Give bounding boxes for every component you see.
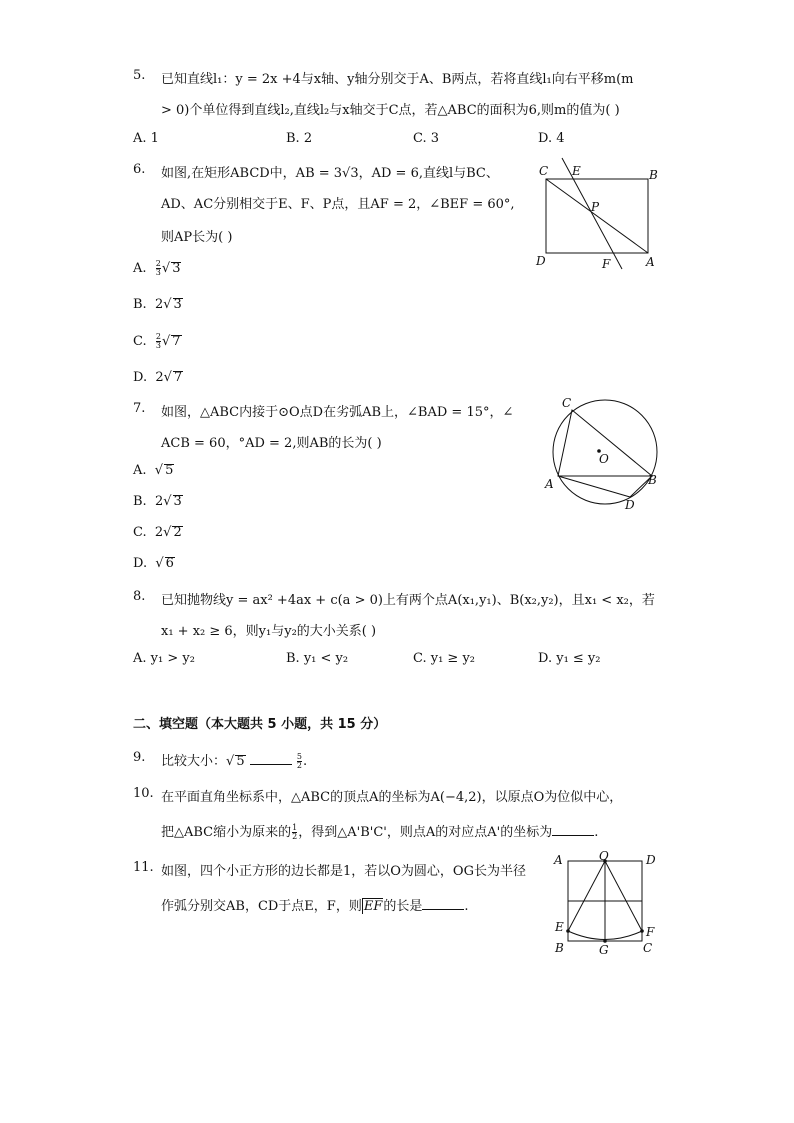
fraction-numerator: 1 bbox=[292, 823, 298, 832]
label-p: P bbox=[591, 200, 600, 214]
label-o: O bbox=[599, 850, 609, 863]
label-e: E bbox=[555, 920, 564, 934]
q7-text-line2: ACB = 60，°AD = 2,则AB的长为( ) bbox=[161, 436, 382, 451]
q7-option-a: A. √ 5 bbox=[133, 463, 174, 478]
q10-line2-middle: ，得到△A'B'C'，则点A的对应点A'的坐标为 bbox=[298, 825, 553, 840]
q6-option-b-label: B. bbox=[133, 297, 147, 312]
q10-text-line1: 在平面直角坐标系中，△ABC的顶点A的坐标为A(−4,2)，以原点O为位似中心， bbox=[161, 790, 623, 805]
q6-number: 6. bbox=[133, 162, 146, 177]
fraction-numerator: 2 bbox=[155, 259, 161, 268]
q5-option-a: A. 1 bbox=[133, 131, 159, 146]
q6-option-d: D. 2√ 7 bbox=[133, 370, 183, 385]
q7-option-b-label: B. bbox=[133, 494, 147, 509]
q6-rectangle-figure bbox=[530, 155, 665, 275]
fraction-denominator: 3 bbox=[155, 268, 161, 277]
q9-fraction bbox=[297, 753, 302, 770]
q6-option-d-label: D. bbox=[133, 370, 148, 385]
q5-number: 5. bbox=[133, 68, 146, 83]
q8-option-c: C. y₁ ≥ y₂ bbox=[413, 651, 476, 666]
label-c: C bbox=[539, 164, 549, 178]
q11-line2-end: . bbox=[464, 899, 469, 914]
label-d: D bbox=[625, 498, 635, 512]
segment-of bbox=[605, 861, 642, 931]
label-e: E bbox=[572, 164, 581, 178]
answer-blank[interactable] bbox=[250, 752, 292, 765]
radicand: 3 bbox=[173, 494, 182, 509]
q8-option-a: A. y₁ > y₂ bbox=[133, 651, 195, 666]
q6-text-line1: 如图,在矩形ABCD中，AB = 3√3，AD = 6,直线l与BC、 bbox=[161, 166, 499, 181]
q8-option-b: B. y₁ < y₂ bbox=[286, 651, 349, 666]
radicand: 2 bbox=[173, 525, 182, 540]
q6-option-c-label: C. bbox=[133, 334, 147, 349]
answer-blank[interactable] bbox=[422, 897, 464, 910]
chord-ad bbox=[558, 476, 630, 497]
coefficient: 2 bbox=[154, 494, 164, 509]
q6-option-a: A. $\frac{2}{3}$ √ 3 bbox=[133, 259, 181, 277]
q10-line2-start: 把△ABC缩小为原来的 bbox=[161, 825, 292, 840]
radicand: 3 bbox=[173, 297, 182, 312]
q9-text: 比较大小：√ 5 $\frac{5}{2}$ . bbox=[161, 752, 308, 770]
q11-text-line1: 如图，四个小正方形的边长都是1，若以O为圆心，OG长为半径 bbox=[161, 864, 526, 879]
coefficient: 2 bbox=[155, 370, 164, 385]
fraction-denominator: 2 bbox=[296, 761, 302, 770]
arc-ef-notation: EF bbox=[363, 899, 383, 914]
q5-option-d: D. 4 bbox=[538, 131, 565, 146]
diagonal-ac bbox=[546, 179, 648, 253]
label-b: B bbox=[649, 168, 658, 182]
q6-option-a-label: A. bbox=[133, 261, 147, 276]
coefficient: 2 bbox=[154, 297, 164, 312]
q7-circle-figure bbox=[540, 395, 665, 515]
q6-option-c: C. $\frac{2}{3}$ √ 7 bbox=[133, 332, 181, 350]
q7-number: 7. bbox=[133, 401, 146, 416]
q8-option-d: D. y₁ ≤ y₂ bbox=[538, 651, 601, 666]
q10-fraction bbox=[292, 824, 297, 841]
radicand: 5 bbox=[236, 754, 245, 769]
q6-option-a-fraction bbox=[156, 260, 161, 277]
coefficient: 2 bbox=[154, 525, 164, 540]
radicand: 6 bbox=[165, 556, 174, 571]
point-f bbox=[640, 929, 644, 933]
q5-option-c: C. 3 bbox=[413, 131, 440, 146]
label-c: C bbox=[562, 396, 572, 410]
label-a: A bbox=[545, 477, 554, 491]
q7-text-line1: 如图，△ABC内接于⊙O点D在劣弧AB上，∠BAD = 15°，∠ bbox=[161, 405, 514, 420]
q10-line2-end: . bbox=[594, 825, 599, 840]
radicand: 7 bbox=[172, 334, 181, 349]
label-f: F bbox=[646, 925, 655, 939]
label-f: F bbox=[602, 257, 611, 271]
radicand: 5 bbox=[165, 463, 174, 478]
label-b: B bbox=[555, 941, 564, 955]
q7-option-b: B. 2√ 3 bbox=[133, 494, 182, 509]
q11-squares-figure bbox=[548, 850, 663, 960]
q7-option-c: C. 2√ 2 bbox=[133, 525, 182, 540]
label-a: A bbox=[554, 853, 563, 867]
q9-number: 9. bbox=[133, 750, 146, 765]
label-o: O bbox=[599, 452, 609, 466]
label-g: G bbox=[599, 943, 609, 957]
q10-text-line2 bbox=[161, 821, 598, 841]
radicand: 7 bbox=[173, 370, 183, 385]
q5-text-line1: 已知直线l₁：y = 2x +4与x轴、y轴分别交于A、B两点，若将直线l₁向右平移m(m bbox=[161, 72, 634, 87]
q6-option-c-fraction bbox=[156, 333, 161, 350]
label-c: C bbox=[643, 941, 653, 955]
q11-text-line2 bbox=[161, 895, 469, 914]
q5-text-line2: > 0)个单位得到直线l₂,直线l₂与x轴交于C点，若△ABC的面积为6,则m的值为( ) bbox=[161, 103, 620, 118]
q5-option-b: B. 2 bbox=[286, 131, 313, 146]
fraction-numerator: 2 bbox=[155, 332, 161, 341]
point-e bbox=[566, 929, 570, 933]
q6-option-b: B. 2√ 3 bbox=[133, 297, 182, 312]
radicand: 3 bbox=[172, 261, 181, 276]
q7-option-a-label: A. bbox=[133, 463, 147, 478]
section-title: 二、填空题（本大题共 5 小题，共 15 分） bbox=[133, 717, 387, 732]
q7-option-c-label: C. bbox=[133, 525, 147, 540]
label-a: A bbox=[646, 255, 655, 269]
q9-prefix: 比较大小： bbox=[161, 754, 227, 769]
q6-text-line3: 则AP长为( ) bbox=[161, 230, 233, 245]
q8-number: 8. bbox=[133, 589, 146, 604]
q9-suffix: . bbox=[302, 754, 308, 769]
fraction-denominator: 3 bbox=[155, 341, 161, 350]
fraction-numerator: 5 bbox=[296, 752, 302, 761]
q7-option-d-label: D. bbox=[133, 556, 148, 571]
q8-text-line1: 已知抛物线y = ax² +4ax + c(a > 0)上有两个点A(x₁,y₁)、B(x₂,y₂)，且x₁ < x₂，若 bbox=[161, 593, 655, 608]
q11-number: 11. bbox=[133, 860, 154, 875]
q10-number: 10. bbox=[133, 786, 154, 801]
fraction-denominator: 2 bbox=[292, 832, 298, 841]
q6-text-line2: AD、AC分别相交于E、F、P点，且AF = 2，∠BEF = 60°, bbox=[161, 197, 515, 212]
triangle-abc bbox=[558, 410, 652, 476]
q8-text-line2: x₁ + x₂ ≥ 6，则y₁与y₂的大小关系( ) bbox=[161, 624, 377, 639]
q11-line2-middle: 的长是 bbox=[383, 899, 423, 914]
segment-oe bbox=[568, 861, 605, 931]
q7-option-d: D. √ 6 bbox=[133, 556, 174, 571]
label-b: B bbox=[648, 473, 657, 487]
q11-line2-start: 作弧分别交AB，CD于点E，F，则 bbox=[161, 899, 362, 914]
label-d: D bbox=[536, 254, 546, 268]
answer-blank[interactable] bbox=[552, 823, 594, 836]
label-d: D bbox=[646, 853, 656, 867]
